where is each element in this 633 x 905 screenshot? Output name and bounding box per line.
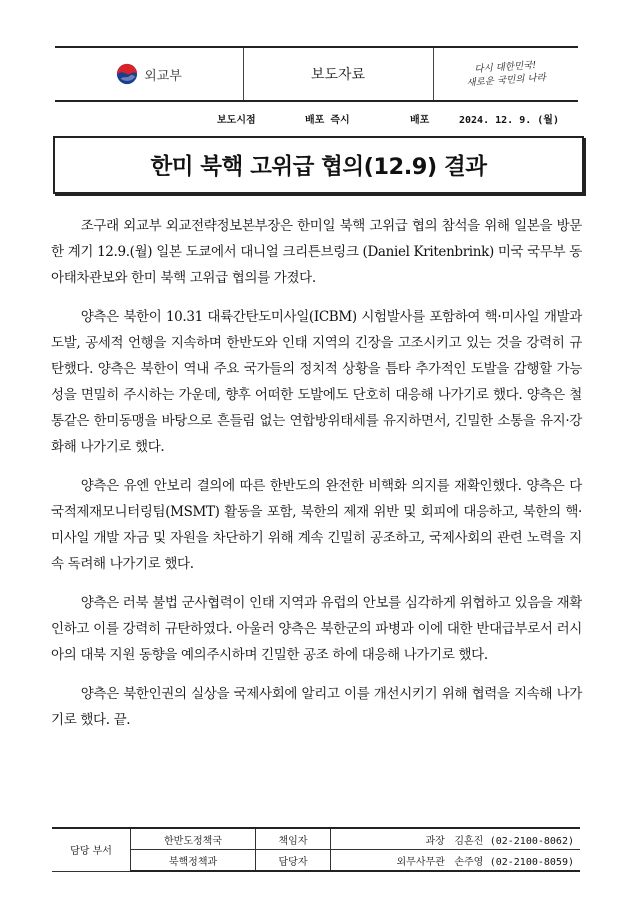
slogan-signature bbox=[465, 58, 546, 89]
release-date-label: 배포 bbox=[410, 115, 430, 126]
slogan-cell bbox=[433, 48, 578, 100]
contact-table bbox=[52, 827, 580, 872]
paragraph-4: 양측은 러북 불법 군사협력이 인태 지역과 유럽의 안보를 심각하게 위협하고 있음을 재확인하고 이를 강력히 규탄하였다. 아울러 양측은 북한군의 파병과 이에 대한 반대급부로서 러시아의 대북 지원 동향을 예의주시하며 긴밀한 공조 하에 대응해 나가기로 했다. bbox=[51, 595, 582, 663]
contact-row-2 bbox=[52, 850, 580, 872]
contact-row-1 bbox=[52, 828, 580, 850]
slogan-line-1: 다시 대한민국! bbox=[473, 59, 537, 76]
person2-name: 손주영 bbox=[454, 856, 484, 868]
person1-phone: (02-2100-8062) bbox=[489, 835, 574, 847]
person1-title: 과장 bbox=[425, 835, 445, 847]
press-release-header bbox=[55, 46, 578, 102]
contact-person-2 bbox=[331, 850, 581, 872]
person2-phone: (02-2100-8059) bbox=[489, 856, 574, 868]
person2-title: 외무사무관 bbox=[396, 856, 445, 868]
government-emblem-icon bbox=[116, 63, 138, 85]
person1-name: 김흔진 bbox=[454, 835, 484, 847]
division-name: 북핵정책과 bbox=[131, 850, 256, 872]
role-contact: 담당자 bbox=[256, 850, 331, 872]
role-responsible: 책임자 bbox=[256, 828, 331, 850]
release-info bbox=[0, 111, 633, 127]
page-title: 한미 북핵 고위급 협의(12.9) 결과 bbox=[150, 154, 487, 180]
article-body bbox=[51, 213, 582, 746]
ministry-cell bbox=[55, 48, 244, 100]
title-box bbox=[53, 136, 584, 194]
release-time-label: 보도시점 bbox=[217, 115, 256, 126]
contact-person-1 bbox=[331, 828, 581, 850]
paragraph-2: 양측은 북한이 10.31 대륙간탄도미사일(ICBM) 시험발사를 포함하여 핵·미사일 개발과 도발, 공세적 언행을 지속하며 한반도와 인태 지역의 긴장을 고조시키고 있는 것을 강력히 규탄했다. 양측은 북한이 역내 주요 국가들의 정치적 상황을 틈타 추가적인 도발을 감행할 가능성을 면밀히 주시하는 가운데, 향후 어떠한 도발에도 단호히 대응해 나가기로 했다. 양측은 철통같은 한미동맹을 바탕으로 흔들림 없는 연합방위태세를 유지하면서, 긴밀한 소통을 유지·강화해 나가기로 했다. bbox=[51, 309, 582, 455]
slogan-line-2: 새로운 국민의 나라 bbox=[465, 72, 546, 89]
paragraph-1: 조구래 외교부 외교전략정보본부장은 한미일 북핵 고위급 협의 참석을 위해 일본을 방문한 계기 12.9.(월) 일본 도쿄에서 대니얼 크리튼브링크 (Daniel Kritenbrink) 미국 국무부 동아태차관보와 한미 북핵 고위급 협의를 가졌다. bbox=[51, 218, 582, 286]
release-time-value: 배포 즉시 bbox=[305, 115, 350, 126]
doc-type-cell bbox=[243, 48, 434, 100]
ministry-name: 외교부 bbox=[144, 68, 182, 84]
paragraph-5: 양측은 북한인권의 실상을 국제사회에 알리고 이를 개선시키기 위해 협력을 지속해 나가기로 했다. 끝. bbox=[51, 686, 582, 728]
bureau-name: 한반도정책국 bbox=[131, 828, 256, 850]
doc-type-label: 보도자료 bbox=[310, 67, 366, 83]
paragraph-3: 양측은 유엔 안보리 결의에 따른 한반도의 완전한 비핵화 의지를 재확인했다. 양측은 다국적제재모니터링팀(MSMT) 활동을 포함, 북한의 제재 위반 및 회피에 대응하고, 북한의 핵·미사일 개발 자금 및 자원을 차단하기 위해 계속 긴밀히 공조하고, 국제사회의 관련 노력을 지속 독려해 나가기로 했다. bbox=[51, 478, 582, 572]
dept-label: 담당 부서 bbox=[52, 828, 131, 871]
release-date-value: 2024. 12. 9. (월) bbox=[459, 115, 559, 126]
